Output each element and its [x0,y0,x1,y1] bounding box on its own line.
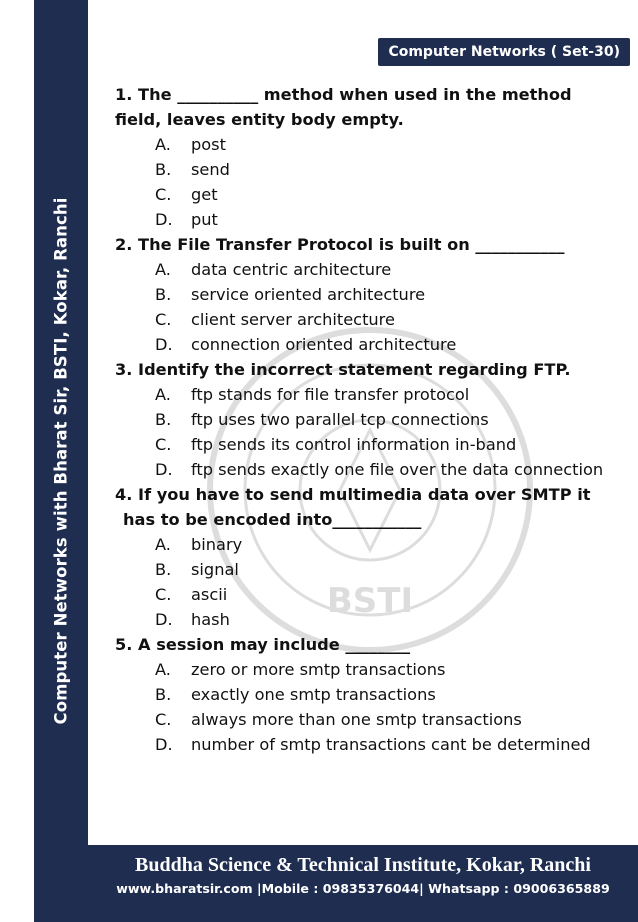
option-letter: D. [155,335,173,354]
option-letter: B. [155,285,172,304]
option-text: post [191,135,226,154]
option-letter: D. [155,735,173,754]
option-letter: A. [155,385,171,404]
option-text: client server architecture [191,310,395,329]
option-letter: D. [155,210,173,229]
set-badge: Computer Networks ( Set-30) [378,38,630,66]
question-text: 1. The __________ method when used in the method [115,85,572,104]
option-letter: B. [155,160,172,179]
option-text: hash [191,610,230,629]
option-item [115,607,630,632]
option-text: always more than one smtp transactions [191,710,522,729]
question-block [115,632,630,757]
question-text: 2. The File Transfer Protocol is built on ___________ [115,235,565,254]
option-item [115,407,630,432]
watermark-text: BSTI [326,581,414,621]
question-text: has to be encoded into___________ [123,510,422,529]
option-letter: B. [155,685,172,704]
option-text: service oriented architecture [191,285,426,304]
option-item [115,207,630,232]
option-text: data centric architecture [191,260,392,279]
option-text: ftp sends its control information in-band [191,435,517,454]
option-letter: A. [155,660,171,679]
option-list [115,532,630,632]
option-text: ascii [191,585,228,604]
sidebar [0,0,88,922]
footer-contact: www.bharatsir.com |Mobile : 09835376044| Whatsapp : 09006365889 [116,881,610,896]
option-item [115,282,630,307]
option-item [115,682,630,707]
option-text: zero or more smtp transactions [191,660,446,679]
question-text: 4. If you have to send multimedia data over SMTP it [115,485,591,504]
option-item [115,307,630,332]
option-text: get [191,185,218,204]
question-block [115,357,630,482]
question-block [115,482,630,632]
question-text: 5. A session may include ________ [115,635,411,654]
option-letter: C. [155,585,172,604]
option-list [115,382,630,482]
option-letter: A. [155,135,171,154]
option-letter: A. [155,535,171,554]
option-text: number of smtp transactions cant be determined [191,735,591,754]
option-text: ftp sends exactly one file over the data connection [191,460,604,479]
option-item [115,582,630,607]
option-letter: D. [155,610,173,629]
option-text: put [191,210,218,229]
question-block [115,232,630,357]
option-text: ftp stands for file transfer protocol [191,385,470,404]
option-letter: B. [155,410,172,429]
question-block [115,82,630,232]
option-item [115,257,630,282]
option-item [115,657,630,682]
option-item [115,132,630,157]
option-item [115,432,630,457]
option-list [115,132,630,232]
option-letter: C. [155,435,172,454]
question-text: field, leaves entity body empty. [115,110,404,129]
option-list [115,657,630,757]
option-item [115,157,630,182]
option-item [115,532,630,557]
option-item [115,182,630,207]
option-text: signal [191,560,239,579]
option-text: binary [191,535,243,554]
option-text: connection oriented architecture [191,335,457,354]
option-list [115,257,630,357]
option-item [115,382,630,407]
option-letter: C. [155,710,172,729]
option-item [115,457,630,482]
option-item [115,557,630,582]
option-item [115,732,630,757]
option-text: send [191,160,230,179]
question-list [115,82,630,757]
option-letter: C. [155,185,172,204]
option-letter: D. [155,460,173,479]
footer [88,845,638,922]
question-text: 3. Identify the incorrect statement regarding FTP. [115,360,571,379]
option-letter: A. [155,260,171,279]
option-text: ftp uses two parallel tcp connections [191,410,489,429]
footer-title: Buddha Science & Technical Institute, Kokar, Ranchi [134,854,591,876]
option-letter: B. [155,560,172,579]
option-item [115,332,630,357]
sidebar-title: Computer Networks with Bharat Sir, BSTI, Kokar, Ranchi [51,197,71,725]
option-letter: C. [155,310,172,329]
option-item [115,707,630,732]
option-text: exactly one smtp transactions [191,685,436,704]
